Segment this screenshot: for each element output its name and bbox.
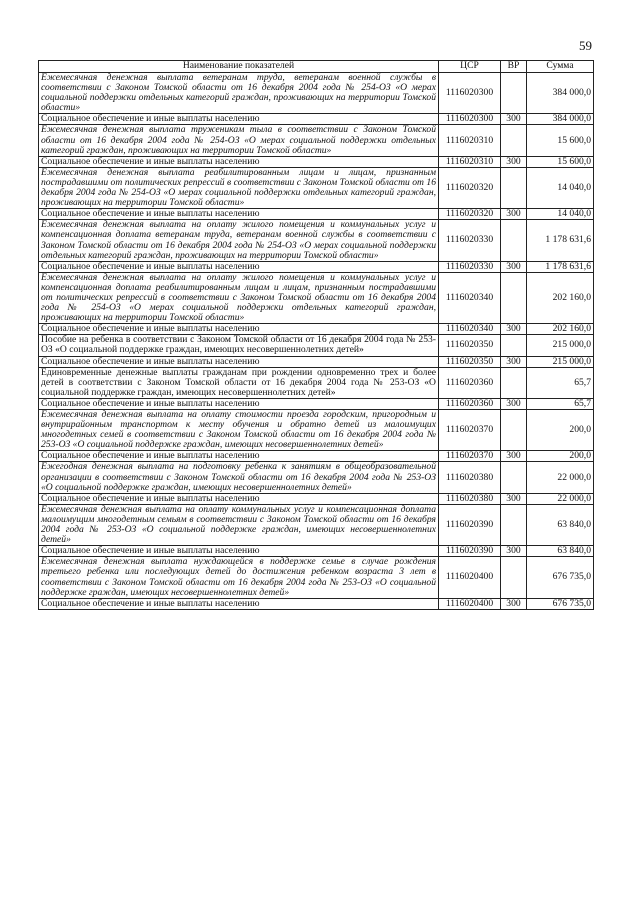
row-sum: 65,7 [527,367,594,398]
row-vr-code: 300 [501,156,527,167]
row-sum: 15 600,0 [527,125,594,156]
row-csr-code: 1116020350 [439,356,501,367]
table-body [39,73,594,610]
row-vr-code [501,410,527,451]
table-row-expense [39,114,594,125]
table-row-expense [39,209,594,220]
row-name: Ежемесячная денежная выплата на оплату жилого помещения и коммунальных услуг и компенсационная доплата ветеранам труда, ветеранам военной службы в соответствии с Законом Томской области от 16 декабря 2004 года № 254-ОЗ «О мерах социальной поддержки отдельных категорий граждан, проживающих на территории Томской области» [39,220,439,261]
row-csr-code: 1116020310 [439,156,501,167]
row-csr-code: 1116020320 [439,167,501,208]
table-row-expense [39,451,594,462]
row-name: Пособие на ребенка в соответствии с Законом Томской области от 16 декабря 2004 года № 253-ОЗ «О социальной поддержке граждан, имеющих несовершеннолетних детей» [39,335,439,356]
header-name: Наименование показателей [39,61,439,73]
row-sum: 14 040,0 [527,167,594,208]
header-csr: ЦСР [439,61,501,73]
row-vr-code [501,335,527,356]
table-row-program [39,167,594,208]
row-name: Социальное обеспечение и иные выплаты населению [39,114,439,125]
row-vr-code [501,557,527,598]
row-name: Ежемесячная денежная выплата на оплату стоимости проезда городским, пригородным и внутрирайонным транспортом к месту обучения и обратно детей из малоимущих многодетных семей в соответствии с Законом Томской области от 16 декабря 2004 года № 253-ОЗ «О социальной поддержке граждан, имеющих несовершеннолетних детей» [39,410,439,451]
row-csr-code: 1116020370 [439,410,501,451]
table-row-expense [39,493,594,504]
row-vr-code [501,504,527,545]
row-vr-code: 300 [501,493,527,504]
table-row-program [39,335,594,356]
row-sum: 22 000,0 [527,462,594,493]
row-vr-code [501,125,527,156]
table-row-expense [39,598,594,609]
row-name: Социальное обеспечение и иные выплаты населению [39,493,439,504]
table-row-program [39,272,594,323]
row-sum: 22 000,0 [527,493,594,504]
row-vr-code [501,73,527,114]
row-name: Социальное обеспечение и иные выплаты населению [39,156,439,167]
table-row-expense [39,156,594,167]
row-sum: 14 040,0 [527,209,594,220]
table-row-expense [39,398,594,409]
row-sum: 1 178 631,6 [527,261,594,272]
row-name: Социальное обеспечение и иные выплаты населению [39,209,439,220]
row-csr-code: 1116020390 [439,504,501,545]
row-csr-code: 1116020390 [439,546,501,557]
row-csr-code: 1116020340 [439,324,501,335]
row-csr-code: 1116020330 [439,261,501,272]
row-sum: 676 735,0 [527,598,594,609]
row-csr-code: 1116020360 [439,398,501,409]
table-row-program [39,410,594,451]
row-vr-code: 300 [501,598,527,609]
page-number: 59 [579,38,592,53]
row-name: Ежемесячная денежная выплата на оплату коммунальных услуг и компенсационная доплата малоимущим многодетным семьям в соответствии с Законом Томской области от 16 декабря 2004 года № 253-ОЗ «О социальной поддержке граждан, имеющих несовершеннолетних детей» [39,504,439,545]
row-sum: 65,7 [527,398,594,409]
row-sum: 202 160,0 [527,272,594,323]
row-csr-code: 1116020370 [439,451,501,462]
row-vr-code: 300 [501,114,527,125]
row-name: Социальное обеспечение и иные выплаты населению [39,451,439,462]
row-sum: 384 000,0 [527,73,594,114]
row-name: Социальное обеспечение и иные выплаты населению [39,398,439,409]
budget-table [38,60,594,610]
row-csr-code: 1116020360 [439,367,501,398]
row-name: Ежемесячная денежная выплата труженикам тыла в соответствии с Законом Томской области от 16 декабря 2004 года № 254-ОЗ «О мерах социальной поддержки отдельных категорий граждан, проживающих на территории Томской области» [39,125,439,156]
row-name: Социальное обеспечение и иные выплаты населению [39,356,439,367]
table-row-program [39,220,594,261]
row-csr-code: 1116020320 [439,209,501,220]
table-row-expense [39,356,594,367]
row-csr-code: 1116020400 [439,557,501,598]
row-vr-code [501,272,527,323]
table-row-program [39,125,594,156]
row-csr-code: 1116020330 [439,220,501,261]
row-vr-code: 300 [501,261,527,272]
row-sum: 676 735,0 [527,557,594,598]
header-sum: Сумма [527,61,594,73]
row-sum: 200,0 [527,410,594,451]
row-sum: 1 178 631,6 [527,220,594,261]
table-row-expense [39,261,594,272]
row-name: Ежемесячная денежная выплата нуждающейся в поддержке семье в случае рождения третьего ребенка или последующих детей до достижения ребенком возраста 3 лет в соответствии с Законом Томской области от 16 декабря 2004 года № 253-ОЗ «О социальной поддержке граждан, имеющих несовершеннолетних детей» [39,557,439,598]
row-name: Социальное обеспечение и иные выплаты населению [39,598,439,609]
row-vr-code [501,462,527,493]
row-vr-code: 300 [501,209,527,220]
row-csr-code: 1116020380 [439,462,501,493]
row-name: Социальное обеспечение и иные выплаты населению [39,546,439,557]
row-vr-code [501,367,527,398]
row-sum: 215 000,0 [527,335,594,356]
row-csr-code: 1116020300 [439,114,501,125]
row-csr-code: 1116020300 [439,73,501,114]
row-sum: 384 000,0 [527,114,594,125]
row-vr-code: 300 [501,356,527,367]
row-vr-code: 300 [501,324,527,335]
row-vr-code [501,220,527,261]
row-name: Ежемесячная денежная выплата ветеранам труда, ветеранам военной службы в соответствии с Законом Томской области от 16 декабря 2004 года № 254-ОЗ «О мерах социальной поддержки отдельных категорий граждан, проживающих на территории Томской области» [39,73,439,114]
row-sum: 215 000,0 [527,356,594,367]
row-vr-code: 300 [501,398,527,409]
table-row-program [39,557,594,598]
row-csr-code: 1116020400 [439,598,501,609]
row-name: Социальное обеспечение и иные выплаты населению [39,324,439,335]
table-row-program [39,504,594,545]
row-csr-code: 1116020350 [439,335,501,356]
table-row-expense [39,324,594,335]
row-name: Социальное обеспечение и иные выплаты населению [39,261,439,272]
header-vr: ВР [501,61,527,73]
row-sum: 63 840,0 [527,546,594,557]
row-sum: 63 840,0 [527,504,594,545]
row-name: Единовременные денежные выплаты гражданам при рождении одновременно трех и более детей в соответствии с Законом Томской области от 16 декабря 2004 года № 253-ОЗ «О социальной поддержке граждан, имеющих несовершеннолетних детей» [39,367,439,398]
row-sum: 202 160,0 [527,324,594,335]
row-vr-code [501,167,527,208]
row-csr-code: 1116020310 [439,125,501,156]
row-csr-code: 1116020340 [439,272,501,323]
table-row-program [39,367,594,398]
row-name: Ежемесячная денежная выплата реабилитированным лицам и лицам, признанным пострадавшими от политических репрессий в соответствии с Законом Томской области от 16 декабря 2004 года № 254-ОЗ «О мерах социальной поддержки отдельных категорий граждан, проживающих на территории Томской области» [39,167,439,208]
row-vr-code: 300 [501,451,527,462]
table-row-expense [39,546,594,557]
row-sum: 15 600,0 [527,156,594,167]
row-name: Ежемесячная денежная выплата на оплату жилого помещения и коммунальных услуг и компенсационная доплата реабилитированным лицам и лицам, признанным пострадавшими от политических репрессий в соответствии с Законом Томской области от 16 декабря 2004 года № 254-ОЗ «О мерах социальной поддержки отдельных категорий граждан, проживающих на территории Томской области» [39,272,439,323]
row-vr-code: 300 [501,546,527,557]
row-csr-code: 1116020380 [439,493,501,504]
row-sum: 200,0 [527,451,594,462]
table-row-program [39,462,594,493]
row-name: Ежегодная денежная выплата на подготовку ребенка к занятиям в общеобразовательной организации в соответствии с Законом Томской области от 16 декабря 2004 года № 253-ОЗ «О социальной поддержке граждан, имеющих несовершеннолетних детей» [39,462,439,493]
table-header-row [39,61,594,73]
table-row-program [39,73,594,114]
